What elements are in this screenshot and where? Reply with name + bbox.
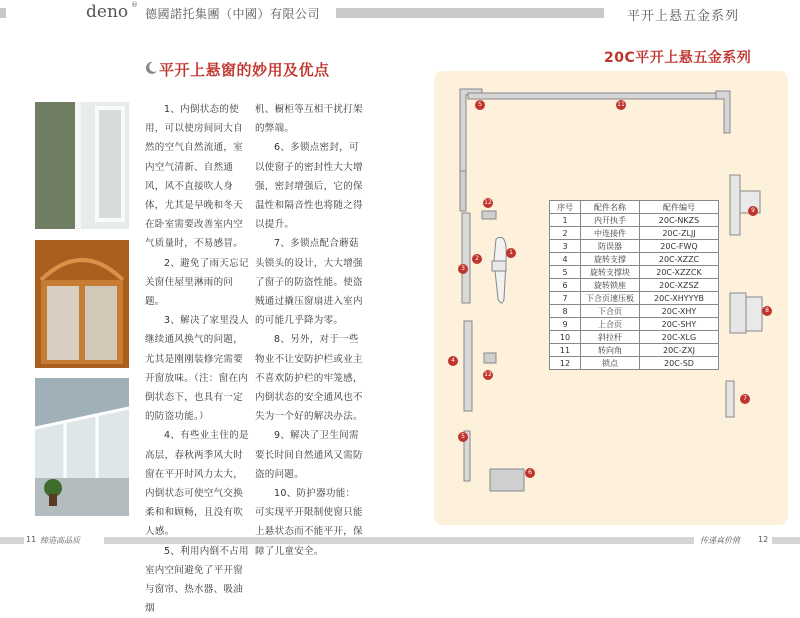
article-title: 平开上悬窗的妙用及优点 [159,61,330,79]
paragraph: 1、内倒状态的使用，可以使房间同大自然的空气自然流通，室内空气清新、自然通风，风不直接吹人身体，尤其是早晚和冬天在卧室需要改善室内空气质量时，不易感冒。 [145,104,244,250]
cell: 8 [550,305,581,318]
slogan-right: 传递真价值 [700,536,740,545]
table-row [550,266,719,279]
cell: 2 [550,227,581,240]
window-photo-2 [35,240,129,368]
paragraph: 10、防护器功能：可实现平开限制使窗只能上悬状态而不能平开，保障了儿童安全。 [255,488,363,557]
part-number-badge: 11 [617,101,625,108]
cell: 11 [550,344,581,357]
header-cell: 序号 [550,201,581,214]
series-heading: 平开上悬五金系列 [627,9,740,24]
cell: 下合页速压板 [581,292,640,305]
cell: 锁点 [581,357,640,370]
cell: 20C-XZZCK [640,266,719,279]
header-cell: 配件编号 [640,201,719,214]
part-number-badge: 2 [472,254,482,264]
table-row [550,305,719,318]
table-header-row [550,201,719,214]
cell: 20C-FWQ [640,240,719,253]
part-number-badge: 7 [740,394,750,404]
catalog-title: 20C平开上悬五金系列 [604,50,752,66]
table-row [550,214,719,227]
table-row [550,279,719,292]
brand-logo: deno [86,2,129,22]
paragraph: 9、解决了卫生间需要长时间自然通风又需防盗的问题。 [255,430,363,480]
cell: 10 [550,331,581,344]
cell: 旋转支撑块 [581,266,640,279]
cell: 旋转支撑 [581,253,640,266]
table-row [550,253,719,266]
cell: 20C-XLG [640,331,719,344]
header-bar [0,0,800,26]
cell: 中连接件 [581,227,640,240]
cell: 1 [550,214,581,227]
part-number-badge: 6 [525,468,535,478]
cell: 下合页 [581,305,640,318]
cell: 内开执手 [581,214,640,227]
page-number-left: 11 [26,535,37,544]
cell: 20C-XHYYYB [640,292,719,305]
table-row [550,227,719,240]
part-number-badge: 5 [458,432,468,442]
cell: 5 [550,266,581,279]
cell: 20C-SHY [640,318,719,331]
window-photo-3 [35,378,129,516]
article-column-2 [255,100,363,561]
cell: 20C-ZLJJ [640,227,719,240]
table-row [550,331,719,344]
paragraph: 5、利用内倒不占用室内空间避免了平开窗与窗帘、热水器、吸油烟 [145,545,249,615]
table-row [550,344,719,357]
cell: 7 [550,292,581,305]
cell: 20C-NKZS [640,214,719,227]
cell: 9 [550,318,581,331]
cell: 6 [550,279,581,292]
cell: 20C-XHY [640,305,719,318]
part-number-badge: 3 [458,264,468,274]
cell: 4 [550,253,581,266]
paragraph: 机、橱柜等互相干扰打架的弊端。 [255,104,363,135]
paragraph: 7、多锁点配合蘑菇头锁头的设计，大大增强了窗子的防盗性能。使盗贼通过撬压窗扇进入室内的可能几乎降为零。 [255,238,363,327]
page-number-right: 12 [758,535,769,544]
cell: 20C-XZZC [640,253,719,266]
table-row [550,318,719,331]
paragraph: 2、避免了雨天忘记关窗住屋里淋雨的问题。 [145,257,249,308]
cell: 20C-XZSZ [640,279,719,292]
registered-mark: ® [131,1,138,9]
cell: 3 [550,240,581,253]
paragraph: 6、多锁点密封，可以使窗子的密封性大大增强，密封增强后，它的保温性和隔音性也将随之得以提升。 [255,142,363,231]
part-number-badge: 8 [762,306,772,316]
part-number-badge: 5 [475,100,485,110]
part-number-badge: 4 [448,356,458,366]
part-number-badge: 12 [484,371,492,378]
table-row [550,240,719,253]
paragraph: 8、另外，对于一些物业不让安防护栏或业主不喜欢防护栏的牢笼感，内倒状态的安全通风也不失为一个好的解决办法。 [255,334,363,423]
footer-bar [0,535,800,546]
part-number-badge: 1 [506,248,516,258]
cell: 20C-SD [640,357,719,370]
company-name: 德國諾托集團（中國）有限公司 [145,7,321,21]
cell: 旋转锁座 [581,279,640,292]
parts-table [549,200,719,370]
footer-band [0,537,800,544]
cell: 上合页 [581,318,640,331]
cell: 20C-ZXJ [640,344,719,357]
table-row [550,357,719,370]
header-cell: 配件名称 [581,201,640,214]
cell: 转向角 [581,344,640,357]
cell: 斜拉杆 [581,331,640,344]
part-number-badge: 9 [748,206,758,216]
part-number-badge: 12 [484,199,492,206]
slogan-left: 缔造高品质 [40,536,80,545]
table-row [550,292,719,305]
paragraph: 3、解决了家里没人继续通风换气的问题，尤其是刚刚装修完需要开窗放味。（注：窗在内倒状态下，也具有一定的防盗功能。） [145,315,249,423]
window-photo-1 [35,102,129,229]
cell: 防误器 [581,240,640,253]
paragraph: 4、有些业主住的是高层，春秋两季风大时窗在平开时风力太大，内倒状态可使空气交换柔和和顾畅，且没有吹人感。 [145,430,249,538]
cell: 12 [550,357,581,370]
